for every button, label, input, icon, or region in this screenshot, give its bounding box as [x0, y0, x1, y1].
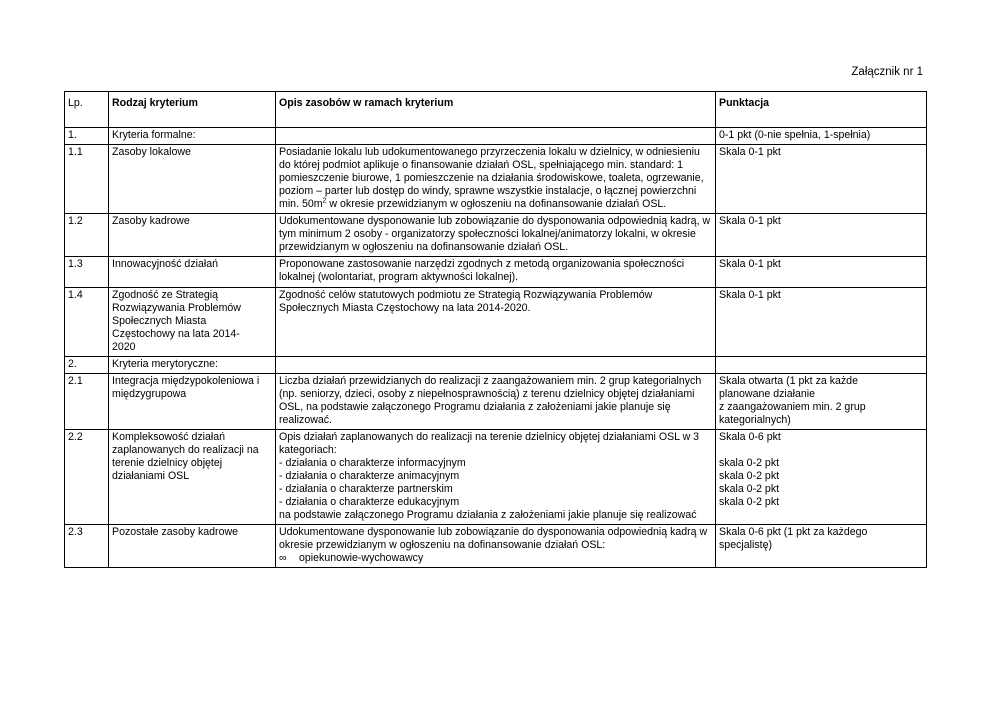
description-item: - działania o charakterze edukacyjnym [279, 496, 460, 508]
points-line: skala 0-2 pkt [719, 496, 780, 508]
bullet-text: opiekunowie-wychowawcy [299, 552, 424, 564]
points-line: z zaangażowaniem min. 2 grup [719, 401, 866, 413]
table-row [65, 430, 927, 525]
criterion-points [716, 357, 927, 374]
criterion-description [276, 430, 716, 525]
criterion-description: Liczba działań przewidzianych do realizacji z zaangażowaniem min. 2 grup kategorialnych (np. seniorzy, dzieci, osoby z niepełnosprawnością) z terenu dzielnicy objętej działaniami OSL, na podstawie załączonego Programu działania z założeniami jakie planuje się realizować. [276, 374, 716, 430]
table-row [65, 257, 927, 288]
criterion-kind: Kryteria formalne: [109, 128, 276, 145]
table-header-row [65, 92, 927, 128]
table-row [65, 374, 927, 430]
points-line: Skala 0-6 pkt [719, 431, 781, 443]
criterion-points: Skala 0-1 pkt [716, 145, 927, 214]
row-number: 1. [65, 128, 109, 145]
row-number: 2.3 [65, 525, 109, 568]
criteria-table [64, 91, 927, 568]
row-number: 2. [65, 357, 109, 374]
table-row [65, 145, 927, 214]
infinity-bullet-icon: ∞ [279, 552, 287, 564]
criterion-kind: Innowacyjność działań [109, 257, 276, 288]
row-number: 1.1 [65, 145, 109, 214]
points-line: kategorialnych) [719, 414, 791, 426]
description-item: - działania o charakterze partnerskim [279, 483, 453, 495]
description-intro: Opis działań zaplanowanych do realizacji na terenie dzielnicy objętej działaniami OSL w 3 kategoriach: [279, 431, 700, 456]
points-line: Skala otwarta (1 pkt za każde [719, 375, 858, 387]
row-number: 2.2 [65, 430, 109, 525]
description-text: Udokumentowane dysponowanie lub zobowiązanie do dysponowania odpowiednią kadrą w okresie przewidzianym w ogłoszeniu na dofinansowanie działań OSL: [279, 526, 708, 551]
row-number: 1.2 [65, 214, 109, 257]
column-header-lp: Lp. [65, 92, 109, 128]
description-item: - działania o charakterze animacyjnym [279, 470, 460, 482]
criterion-kind: Integracja międzypokoleniowa i międzygrupowa [109, 374, 276, 430]
criterion-points [716, 374, 927, 430]
description-item: - działania o charakterze informacyjnym [279, 457, 466, 469]
column-header-points: Punktacja [716, 92, 927, 128]
criterion-kind: Kryteria merytoryczne: [109, 357, 276, 374]
table-row [65, 214, 927, 257]
criterion-points: 0-1 pkt (0-nie spełnia, 1-spełnia) [716, 128, 927, 145]
table-row [65, 525, 927, 568]
row-number: 1.4 [65, 288, 109, 357]
description-text: Posiadanie lokalu lub udokumentowanego przyrzeczenia lokalu w dzielnicy, w odniesieniu do której podmiot aplikuje o finansowanie działań OSL, spełniającego min. standard: 1 pomieszczenie biurowe, 1 pomieszczenie na działania środowiskowe, toaleta, ogrzewanie, poziom – parter lub dostęp do windy, sprawne wszystkie instalacje, o łącznej powierzchni min. 50m [279, 146, 704, 210]
points-line: planowane działanie [719, 388, 816, 400]
points-line: skala 0-2 pkt [719, 470, 780, 482]
criterion-points [716, 430, 927, 525]
criterion-description: Zgodność celów statutowych podmiotu ze Strategią Rozwiązywania Problemów Społecznych Miasta Częstochowy na lata 2014-2020. [276, 288, 716, 357]
criterion-kind: Zasoby lokalowe [109, 145, 276, 214]
criterion-points: Skala 0-1 pkt [716, 214, 927, 257]
criterion-description: Udokumentowane dysponowanie lub zobowiązanie do dysponowania odpowiednią kadrą, w tym minimum 2 osoby - organizatorzy społeczności lokalnej/animatorzy lokalni, w okresie przewidzianym w ogłoszeniu na dofinansowanie działań OSL. [276, 214, 716, 257]
row-number: 1.3 [65, 257, 109, 288]
criterion-description: Proponowane zastosowanie narzędzi zgodnych z metodą organizowania społeczności lokalnej (wolontariat, program aktywności lokalnej). [276, 257, 716, 288]
criterion-description [276, 525, 716, 568]
row-number: 2.1 [65, 374, 109, 430]
criterion-kind: Zgodność ze Strategią Rozwiązywania Problemów Społecznych Miasta Częstochowy na lata 2014-2020 [109, 288, 276, 357]
description-tail: w okresie przewidzianym w ogłoszeniu na dofinansowanie działań OSL. [326, 198, 667, 210]
table-row [65, 288, 927, 357]
criterion-description [276, 357, 716, 374]
points-line: skala 0-2 pkt [719, 483, 780, 495]
criterion-kind: Pozostałe zasoby kadrowe [109, 525, 276, 568]
superscript: 2 [322, 197, 327, 205]
description-outro: na podstawie załączonego Programu działania z założeniami jakie planuje się realizować [279, 509, 697, 521]
criterion-description [276, 145, 716, 214]
points-line: skala 0-2 pkt [719, 457, 780, 469]
points-gap [719, 444, 923, 457]
criterion-description [276, 128, 716, 145]
column-header-desc: Opis zasobów w ramach kryterium [276, 92, 716, 128]
criterion-points: Skala 0-1 pkt [716, 288, 927, 357]
attachment-label: Załącznik nr 1 [851, 66, 923, 78]
bullet-item [279, 552, 712, 565]
column-header-kind: Rodzaj kryterium [109, 92, 276, 128]
criterion-points: Skala 0-1 pkt [716, 257, 927, 288]
criterion-points: Skala 0-6 pkt (1 pkt za każdego specjalistę) [716, 525, 927, 568]
criterion-kind: Zasoby kadrowe [109, 214, 276, 257]
table-row [65, 357, 927, 374]
criterion-kind: Kompleksowość działań zaplanowanych do realizacji na terenie dzielnicy objętej działaniami OSL [109, 430, 276, 525]
table-row [65, 128, 927, 145]
